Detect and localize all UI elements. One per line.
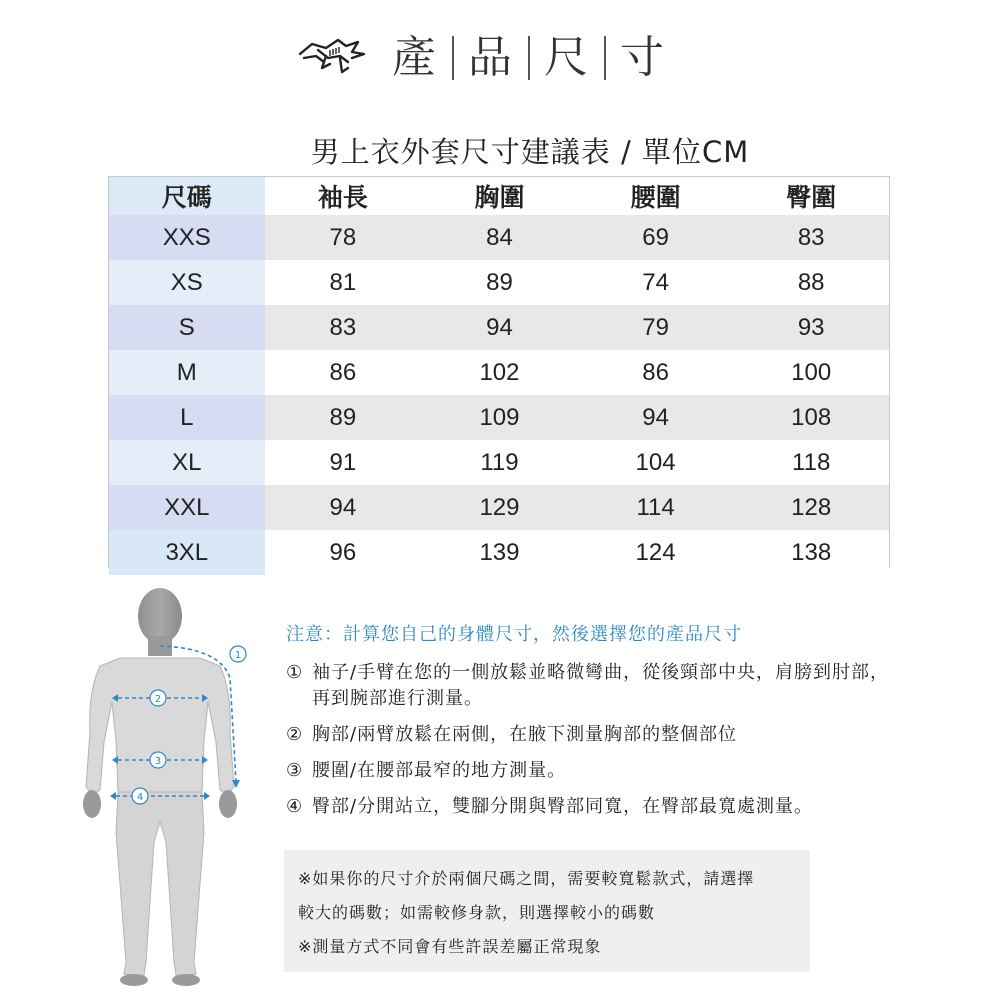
- archaeopteryx-logo-icon: [296, 34, 368, 80]
- table-row: [109, 260, 889, 305]
- figure-left-foot: [120, 974, 148, 986]
- note-text: 胸部/兩臂放鬆在兩側，在腋下測量胸部的整個部位: [312, 724, 738, 745]
- tip-box: [284, 850, 810, 972]
- column-header-waist: 腰圍: [578, 177, 734, 215]
- column-header-size: 尺碼: [109, 177, 265, 215]
- chest-cell: 119: [421, 440, 578, 485]
- waist-cell: 79: [578, 305, 734, 350]
- sleeve-cell: 78: [265, 215, 422, 260]
- sleeve-cell: 94: [265, 485, 422, 530]
- marker-label: 1: [234, 650, 242, 661]
- sleeve-cell: 83: [265, 305, 422, 350]
- size-cell: XL: [109, 440, 265, 485]
- title-char: 尺: [544, 32, 590, 83]
- waist-cell: 114: [578, 485, 734, 530]
- table-header-row: [109, 177, 889, 215]
- table-body: [109, 215, 889, 575]
- note-text-continued: 再到腕部進行測量。: [312, 688, 483, 709]
- sleeve-cell: 91: [265, 440, 422, 485]
- hip-cell: 93: [733, 305, 889, 350]
- size-cell: M: [109, 350, 265, 395]
- sleeve-cell: 81: [265, 260, 422, 305]
- note-number: ④: [286, 796, 304, 817]
- chest-cell: 94: [421, 305, 578, 350]
- table-row: [109, 350, 889, 395]
- size-cell: XXS: [109, 215, 265, 260]
- hip-cell: 88: [733, 260, 889, 305]
- size-cell: 3XL: [109, 530, 265, 575]
- tip-line: ※如果你的尺寸介於兩個尺碼之間，需要較寬鬆款式，請選擇: [298, 869, 755, 888]
- chest-cell: 89: [421, 260, 578, 305]
- body-measurement-figure: [70, 582, 260, 990]
- marker-label: 4: [136, 792, 144, 803]
- title-char: 品: [468, 32, 514, 83]
- column-header-hip: 臀圍: [733, 177, 889, 215]
- arrow-head: [110, 792, 116, 800]
- size-table: [108, 176, 890, 568]
- figure-right-hand: [219, 790, 237, 818]
- tip-line: ※測量方式不同會有些許誤差屬正常現象: [298, 937, 602, 956]
- table-row: [109, 395, 889, 440]
- table-row: [109, 485, 889, 530]
- figure-right-foot: [172, 974, 200, 986]
- size-cell: S: [109, 305, 265, 350]
- hip-cell: 108: [733, 395, 889, 440]
- page-title: [378, 28, 680, 88]
- table-row: [109, 215, 889, 260]
- waist-cell: 124: [578, 530, 734, 575]
- note-text: 臀部/分開站立，雙腳分開與臀部同寬，在臀部最寬處測量。: [312, 796, 814, 817]
- hip-cell: 128: [733, 485, 889, 530]
- note-item: [286, 660, 966, 712]
- size-cell: XS: [109, 260, 265, 305]
- notice-heading: 注意：計算您自己的身體尺寸，然後選擇您的產品尺寸: [286, 624, 742, 645]
- note-number: ①: [286, 662, 304, 683]
- figure-legs: [116, 792, 204, 976]
- title-char: 產: [392, 32, 438, 83]
- title-char: 寸: [620, 32, 666, 83]
- arrow-head: [202, 756, 208, 764]
- waist-cell: 104: [578, 440, 734, 485]
- note-item: [286, 794, 966, 820]
- note-text: 腰圍/在腰部最窄的地方測量。: [312, 760, 567, 781]
- note-item: [286, 722, 966, 748]
- column-header-chest: 胸圍: [421, 177, 578, 215]
- page-header: [0, 22, 1000, 92]
- sleeve-cell: 96: [265, 530, 422, 575]
- note-item: [286, 758, 966, 784]
- sleeve-cell: 86: [265, 350, 422, 395]
- waist-cell: 94: [578, 395, 734, 440]
- waist-cell: 86: [578, 350, 734, 395]
- chest-cell: 109: [421, 395, 578, 440]
- arrow-head: [112, 756, 118, 764]
- measurement-notes: [286, 620, 966, 830]
- size-cell: XXL: [109, 485, 265, 530]
- note-text: 袖子/手臂在您的一側放鬆並略微彎曲，從後頸部中央，肩膀到肘部，: [312, 662, 890, 683]
- waist-cell: 69: [578, 215, 734, 260]
- note-number: ②: [286, 724, 304, 745]
- table-row: [109, 440, 889, 485]
- table-row: [109, 305, 889, 350]
- figure-left-hand: [83, 790, 101, 818]
- column-header-sleeve: 袖長: [265, 177, 422, 215]
- hip-cell: 118: [733, 440, 889, 485]
- note-number: ③: [286, 760, 304, 781]
- chest-cell: 102: [421, 350, 578, 395]
- hip-cell: 100: [733, 350, 889, 395]
- figure-shirt: [86, 658, 234, 794]
- size-table-title: 男上衣外套尺寸建議表 / 單位CM: [310, 135, 750, 169]
- size-cell: L: [109, 395, 265, 440]
- waist-cell: 74: [578, 260, 734, 305]
- chest-cell: 84: [421, 215, 578, 260]
- hip-cell: 83: [733, 215, 889, 260]
- chest-cell: 129: [421, 485, 578, 530]
- chest-cell: 139: [421, 530, 578, 575]
- table-row: [109, 530, 889, 575]
- sleeve-cell: 89: [265, 395, 422, 440]
- tip-line: 較大的碼數；如需較修身款，則選擇較小的碼數: [298, 903, 656, 922]
- figure-head: [138, 588, 182, 644]
- marker-label: 3: [154, 756, 162, 767]
- hip-cell: 138: [733, 530, 889, 575]
- marker-label: 2: [154, 694, 162, 705]
- arrow-head: [204, 792, 210, 800]
